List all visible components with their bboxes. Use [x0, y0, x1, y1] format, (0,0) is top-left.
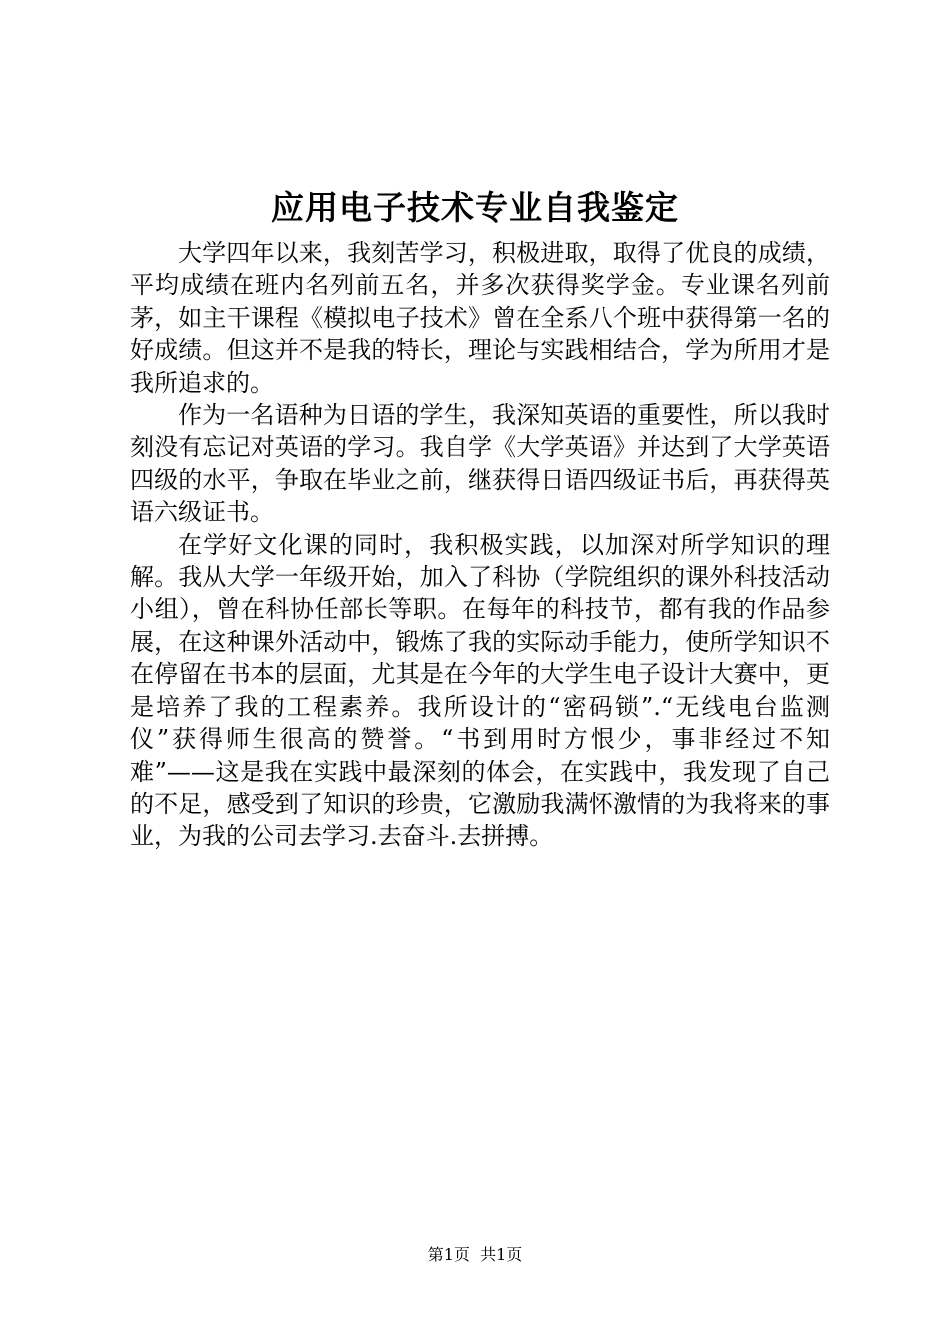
page-number: 第1页: [427, 1245, 470, 1264]
paragraph-1: 大学四年以来，我刻苦学习，积极进取，取得了优良的成绩，平均成绩在班内名列前五名，并多次获得奖学金。专业课名列前茅，如主干课程《模拟电子技术》曾在全系八个班中获得第一名的好成绩。但这并不是我的特长，理论与实践相结合，学为所用才是我所追求的。: [130, 239, 830, 397]
page-total: 共1页: [480, 1245, 523, 1264]
document-body: [130, 237, 830, 853]
footer-separator: [470, 1245, 480, 1264]
paragraph-2: 作为一名语种为日语的学生，我深知英语的重要性，所以我时刻没有忘记对英语的学习。我自学《大学英语》并达到了大学英语四级的水平，争取在毕业之前，继获得日语四级证书后，再获得英语六级证书。: [130, 401, 830, 527]
page-footer: [0, 1244, 950, 1266]
paragraph-3: 在学好文化课的同时，我积极实践，以加深对所学知识的理解。我从大学一年级开始，加入了科协（学院组织的课外科技活动小组），曾在科协任部长等职。在每年的科技节，都有我的作品参展，在这种课外活动中，锻炼了我的实际动手能力，使所学知识不在停留在书本的层面，尤其是在今年的大学生电子设计大赛中，更是培养了我的工程素养。我所设计的“密码锁”.“无线电台监测仪”获得师生很高的赞誉。“书到用时方恨少，事非经过不知难”——这是我在实践中最深刻的体会，在实践中，我发现了自己的不足，感受到了知识的珍贵，它激励我满怀激情的为我将来的事业，为我的公司去学习.去奋斗.去拼搏。: [130, 530, 830, 851]
document-title: 应用电子技术专业自我鉴定: [271, 188, 679, 227]
